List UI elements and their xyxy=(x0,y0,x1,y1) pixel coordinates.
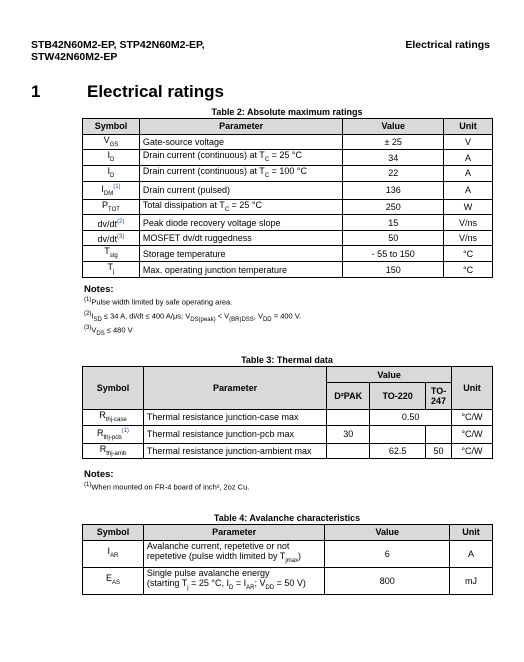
symbol-cell: $I_{DM}^{(1)}$ xyxy=(83,181,140,199)
unit-cell: V/ns xyxy=(444,230,493,246)
absolute-max-ratings-table xyxy=(82,118,493,278)
unit-cell: °C xyxy=(444,246,493,262)
table-header-row xyxy=(83,119,493,135)
value-cell: 250 xyxy=(343,199,444,215)
value-cell: 6 xyxy=(325,540,450,567)
section-number: 1 xyxy=(31,82,41,101)
parameter-cell: Gate-source voltage xyxy=(139,134,342,150)
unit-cell: A xyxy=(444,150,493,166)
col-header-parameter: Parameter xyxy=(143,525,325,541)
d2pak-cell: 30 xyxy=(327,425,370,443)
table-row xyxy=(83,150,493,166)
parameter-cell: Max. operating junction temperature xyxy=(139,262,342,278)
col-header-unit: Unit xyxy=(444,119,493,135)
table-row xyxy=(83,181,493,199)
table-row xyxy=(83,246,493,262)
col-header-value: Value xyxy=(327,367,452,383)
to247-cell xyxy=(426,425,452,443)
note-3: $^{(3)}V_{DS} \le 480$ V xyxy=(84,325,133,337)
parameter-cell: Drain current (continuous) at $T_C = 25$ °C xyxy=(139,150,342,166)
value-cell: 22 xyxy=(343,166,444,182)
parameter-cell: Thermal resistance junction-ambient max xyxy=(143,443,326,459)
symbol-cell: $R_{thj-amb}$ xyxy=(83,443,144,459)
value-cell: 50 xyxy=(343,230,444,246)
table-row xyxy=(83,443,493,459)
table-header-row xyxy=(83,367,493,383)
avalanche-characteristics-table xyxy=(82,524,493,595)
col-header-d2pak: D²PAK xyxy=(327,383,370,410)
symbol-cell: $dv/dt^{(3)}$ xyxy=(83,230,140,246)
unit-cell: °C/W xyxy=(452,410,493,426)
col-header-parameter: Parameter xyxy=(139,119,342,135)
value-cell: - 55 to 150 xyxy=(343,246,444,262)
value-cell: 15 xyxy=(343,215,444,231)
value-cell: 34 xyxy=(343,150,444,166)
col-header-to220: TO-220 xyxy=(370,383,426,410)
table-row xyxy=(83,134,493,150)
symbol-cell: $T_j$ xyxy=(83,262,140,278)
col-header-unit: Unit xyxy=(452,367,493,410)
unit-cell: W xyxy=(444,199,493,215)
table4-caption: Table 4: Avalanche characteristics xyxy=(213,513,361,523)
col-header-symbol: Symbol xyxy=(83,367,144,410)
document-part-numbers xyxy=(31,39,205,63)
symbol-cell: $T_{stg}$ xyxy=(83,246,140,262)
unit-cell: A xyxy=(450,540,493,567)
parameter-cell: Single pulse avalanche energy (starting $T_j = 25$ °C, $I_D = I_{AR}$; $V_{DD} = 50$ V) xyxy=(143,567,325,594)
parameter-cell: Peak diode recovery voltage slope xyxy=(139,215,342,231)
unit-cell: A xyxy=(444,166,493,182)
part-numbers-line2: STW42N60M2-EP xyxy=(31,51,118,63)
value-cell: 150 xyxy=(343,262,444,278)
table-row xyxy=(83,262,493,278)
unit-cell: mJ xyxy=(450,567,493,594)
unit-cell: A xyxy=(444,181,493,199)
to220-cell: 62.5 xyxy=(370,443,426,459)
notes-title: Notes: xyxy=(84,469,114,480)
symbol-cell: $V_{GS}$ xyxy=(83,134,140,150)
table2-caption: Table 2: Absolute maximum ratings xyxy=(211,107,363,117)
table-row xyxy=(83,425,493,443)
notes-title: Notes: xyxy=(84,284,114,295)
parameter-cell: Total dissipation at $T_C = 25$ °C xyxy=(139,199,342,215)
symbol-cell: $I_{AR}$ xyxy=(83,540,144,567)
symbol-cell: $R_{thj-pcb}^{(1)}$ xyxy=(83,425,144,443)
value-cell: 136 xyxy=(343,181,444,199)
parameter-cell: Drain current (continuous) at $T_C = 100$ °C xyxy=(139,166,342,182)
parameter-cell: Avalanche current, repetetive or not repetetive (pulse width limited by $T_{jmax}$) xyxy=(143,540,325,567)
parameter-cell: MOSFET dv/dt ruggedness xyxy=(139,230,342,246)
symbol-cell: $E_{AS}$ xyxy=(83,567,144,594)
note-1: $^{(1)}$Pulse width limited by safe operating area. xyxy=(84,297,233,307)
table-row xyxy=(83,199,493,215)
parameter-cell: Thermal resistance junction-pcb max xyxy=(143,425,326,443)
symbol-cell: $I_D$ xyxy=(83,150,140,166)
thermal-data-table xyxy=(82,366,493,459)
value-cell: ± 25 xyxy=(343,134,444,150)
parameter-cell: Thermal resistance junction-case max xyxy=(143,410,326,426)
note-1: $^{(1)}$When mounted on FR-4 board of inch², 2oz Cu. xyxy=(84,482,250,492)
to220-cell xyxy=(370,425,426,443)
table-row xyxy=(83,230,493,246)
table3-caption: Table 3: Thermal data xyxy=(241,355,333,365)
d2pak-cell xyxy=(327,410,370,426)
to247-cell: 50 xyxy=(426,443,452,459)
unit-cell: V xyxy=(444,134,493,150)
parameter-cell: Drain current (pulsed) xyxy=(139,181,342,199)
symbol-cell: $dv/dt^{(2)}$ xyxy=(83,215,140,231)
unit-cell: V/ns xyxy=(444,215,493,231)
unit-cell: °C xyxy=(444,262,493,278)
col-header-value: Value xyxy=(343,119,444,135)
table-header-row xyxy=(83,525,493,541)
to220-cell: 0.50 xyxy=(370,410,452,426)
col-header-unit: Unit xyxy=(450,525,493,541)
table-row xyxy=(83,215,493,231)
unit-cell: °C/W xyxy=(452,425,493,443)
d2pak-cell xyxy=(327,443,370,459)
note-2: $^{(2)}I_{SD} \le 34$ A, di/dt ≤ 400 A/μs; $V_{DS(peak)} < V_{(BR)DSS}$, $V_{DD} = 400$ V. xyxy=(84,311,302,323)
table-row xyxy=(83,410,493,426)
col-header-symbol: Symbol xyxy=(83,119,140,135)
col-header-to247: TO-247 xyxy=(426,383,452,410)
col-header-symbol: Symbol xyxy=(83,525,144,541)
table-row xyxy=(83,166,493,182)
table-row xyxy=(83,540,493,567)
header-section-label: Electrical ratings xyxy=(405,39,490,51)
symbol-cell: $I_D$ xyxy=(83,166,140,182)
part-numbers-line1: STB42N60M2-EP, STP42N60M2-EP, xyxy=(31,39,205,51)
unit-cell: °C/W xyxy=(452,443,493,459)
section-title: Electrical ratings xyxy=(87,82,225,101)
col-header-parameter: Parameter xyxy=(143,367,326,410)
value-cell: 800 xyxy=(325,567,450,594)
symbol-cell: $P_{TOT}$ xyxy=(83,199,140,215)
table-row xyxy=(83,567,493,594)
symbol-cell: $R_{thj-case}$ xyxy=(83,410,144,426)
parameter-cell: Storage temperature xyxy=(139,246,342,262)
col-header-value: Value xyxy=(325,525,450,541)
